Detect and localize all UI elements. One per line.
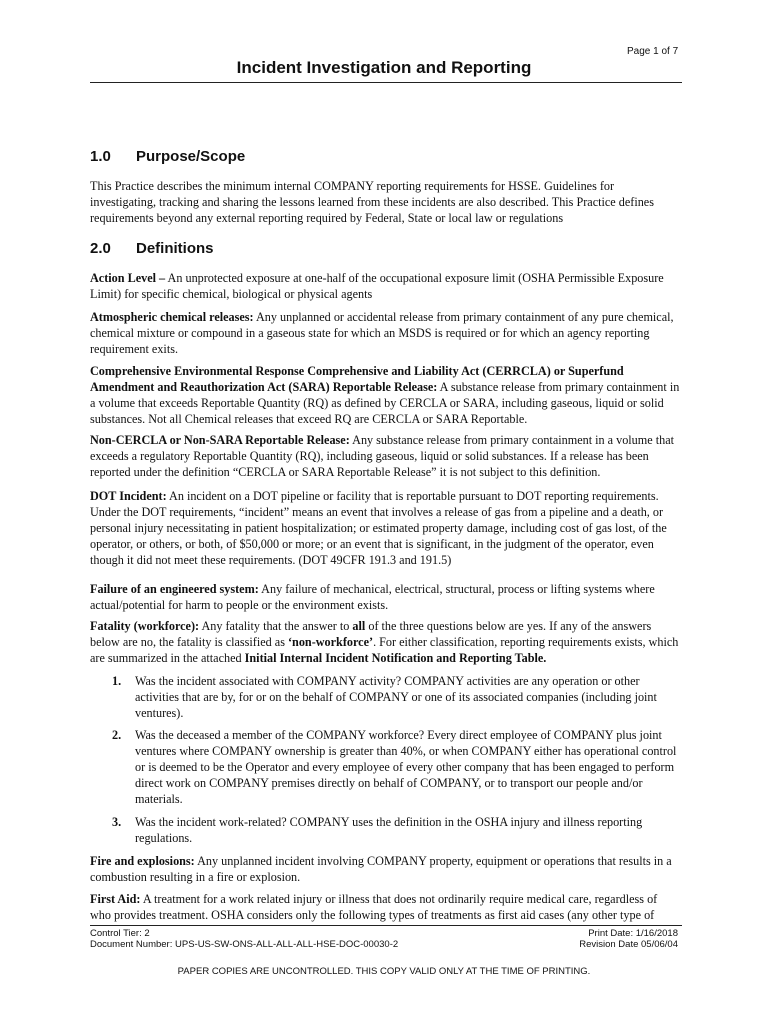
list-item [90,814,680,846]
definition-non-cercla-release [90,432,680,480]
definition-text: An unprotected exposure at one-half of the occupational exposure limit (OSHA Permissible Exposure Limit) for specific chemical, biological or physical agents [90,271,664,301]
definition-term: Fatality (workforce): [90,619,200,633]
definition-text: A treatment for a work related injury or illness that does not ordinarily require medical care, regardless of who provides treatment. OSHA considers only the following types of treatments as first aid cases (any other type of [90,892,658,922]
section-number: 1.0 [90,148,111,165]
section-title: Definitions [136,240,214,257]
title-divider [90,82,682,83]
definition-term: Comprehensive Environmental Response Comprehensive and Liability Act (CERRCLA) or Superfund Amendment and Reauthorization Act (SARA) Reportable Release: [90,364,624,394]
list-number: 2. [112,728,122,742]
definition-text: Any failure of mechanical, electrical, structural, process or lifting systems where actual/potential for harm to people or the environment exists. [90,582,655,612]
list-item [90,727,680,807]
section-heading-definitions [90,240,214,257]
definition-text: An incident on a DOT pipeline or facility that is reportable pursuant to DOT reporting requirements. Under the DOT requirements, “incident” means an event that involves a release of gas from a pipeline and a death, or personal injury necessitating in patient hospitalization; or estimated property damage, including cost of gas lost, of the operator, or others, or both, of $50,000 or more; or an event that is significant, in the judgment of the operator, even though it did not meet these requirements. (DOT 49CFR 191.3 and 191.5) [90,489,667,567]
definition-text: Any substance release from primary containment in a volume that exceeds a regulatory Reportable Quantity (RQ), including gaseous, liquid or solid substances. If a release has been reported under the definition “CERCLA or SARA Reportable Release” it is not subject to this definition. [90,433,674,479]
definition-text: Any unplanned incident involving COMPANY property, equipment or operations that results in a combustion resulting in a fire or explosion. [90,854,672,884]
uncontrolled-copy-notice: PAPER COPIES ARE UNCONTROLLED. THIS COPY VALID ONLY AT THE TIME OF PRINTING. [177,966,591,977]
definition-fire-explosions [90,853,680,885]
definition-first-aid [90,891,680,923]
definition-term: Atmospheric chemical releases: [90,310,254,324]
purpose-paragraph: This Practice describes the minimum internal COMPANY reporting requirements for HSSE. Guidelines for investigating, tracking and sharing the lessons learned from these incidents are also described. This Practice defines requirements beyond any external reporting required by Federal, State or local law or regulations [90,179,654,225]
definition-text: Any fatality that the answer to [199,619,353,633]
section-number: 2.0 [90,240,111,257]
definition-fatality-workforce [90,618,680,666]
definition-action-level [90,270,680,302]
definition-term: Fire and explosions: [90,854,195,868]
document-title: Incident Investigation and Reporting [236,58,532,77]
definition-text: Any unplanned or accidental release from primary containment of any pure chemical, chemical mixture or compound in a gaseous state for which an MSDS is required or for which an agency reporting requirement exits. [90,310,674,356]
definition-term: Failure of an engineered system: [90,582,259,596]
emphasis-all: all [352,619,366,633]
definition-term: Action Level – [90,271,166,285]
footer-divider [90,925,682,926]
definition-text: A substance release from primary containment in a volume that exceeds Reportable Quantity (RQ) as defined by CERCLA or SARA, including gaseous, liquid or solid substances. Not all Chemical releases that exceed RQ are CERCLA or SARA Reportable. [90,380,680,426]
emphasis-non-workforce: ‘non-workforce’ [287,635,374,649]
definition-dot-incident [90,488,680,568]
control-tier: Control Tier: 2 [90,928,150,939]
list-number: 3. [112,815,122,829]
definition-engineered-system-failure [90,581,680,613]
reporting-table-reference: Initial Internal Incident Notification and Reporting Table. [244,651,547,665]
section-heading-purpose [90,148,245,165]
document-number: Document Number: UPS-US-SW-ONS-ALL-ALL-ALL-HSE-DOC-00030-2 [90,939,399,950]
print-date: Print Date: 1/16/2018 [588,928,678,939]
list-item [90,673,680,721]
definition-cercla-release [90,363,680,427]
definition-text: . For either classification, reporting requirements exists, which are summarized in the attached [90,635,679,665]
page-number: Page 1 of 7 [627,46,679,57]
list-text: Was the deceased a member of the COMPANY workforce? Every direct employee of COMPANY plus joint ventures where COMPANY ownership is greater than 40%, or when COMPANY either has operational control or is deemed to be the Operator and every employee of every other company that has been engaged to perform direct work on COMPANY premises directly on behalf of COMPANY, or to transport our people and/or materials. [135,728,677,806]
list-number: 1. [112,674,122,688]
list-text: Was the incident work-related? COMPANY uses the definition in the OSHA injury and illness reporting regulations. [135,815,643,845]
definition-term: DOT Incident: [90,489,167,503]
list-text: Was the incident associated with COMPANY activity? COMPANY activities are any operation or other activities that are by, for or on the behalf of COMPANY or one of its associated companies (including joint ventures). [135,674,657,720]
definition-text: of the three questions below are yes. If any of the answers below are no, the fatality is classified as [90,619,652,649]
definition-atmospheric-releases [90,309,680,357]
definition-term: Non-CERCLA or Non-SARA Reportable Release: [90,433,350,447]
section-title: Purpose/Scope [136,148,246,165]
revision-date: Revision Date 05/06/04 [579,939,678,950]
definition-term: First Aid: [90,892,141,906]
